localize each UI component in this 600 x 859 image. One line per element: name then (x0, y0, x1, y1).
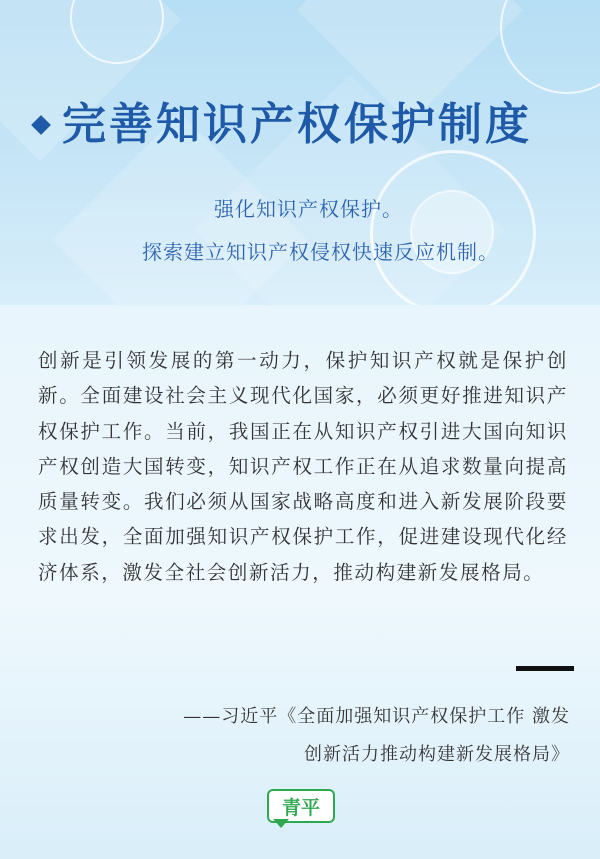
logo-badge (267, 789, 335, 823)
diamond-bullet-icon (31, 115, 51, 135)
body-paragraph: 创新是引领发展的第一动力，保护知识产权就是保护创新。全面建设社会主义现代化国家，必须更好推进知识产权保护工作。当前，我国正在从知识产权引进大国向知识产权创造大国转变，知识产权工作正在从追求数量向提高质量转变。我们必须从国家战略高度和进入新发展阶段要求出发，全面加强知识产权保护工作，促进建设现代化经济体系，激发全社会创新活力，推动构建新发展格局。 (38, 349, 568, 584)
subtitle-2: 探索建立知识产权侵权快速反应机制。 (142, 240, 499, 264)
page-title: 完善知识产权保护制度 (62, 99, 532, 150)
quote-line-2: 创新活力推动构建新发展格局》 (304, 744, 570, 765)
quote-attribution (150, 698, 570, 774)
logo-text: 青平 (281, 796, 320, 819)
logo (267, 789, 333, 829)
title-row (34, 88, 532, 152)
quote-divider (516, 666, 574, 671)
speech-tail-icon (273, 819, 289, 828)
subtitle-1: 强化知识产权保护。 (214, 197, 403, 221)
decor-ring (500, 0, 600, 94)
quote-line-1: ——习近平《全面加强知识产权保护工作 激发 (183, 706, 570, 727)
